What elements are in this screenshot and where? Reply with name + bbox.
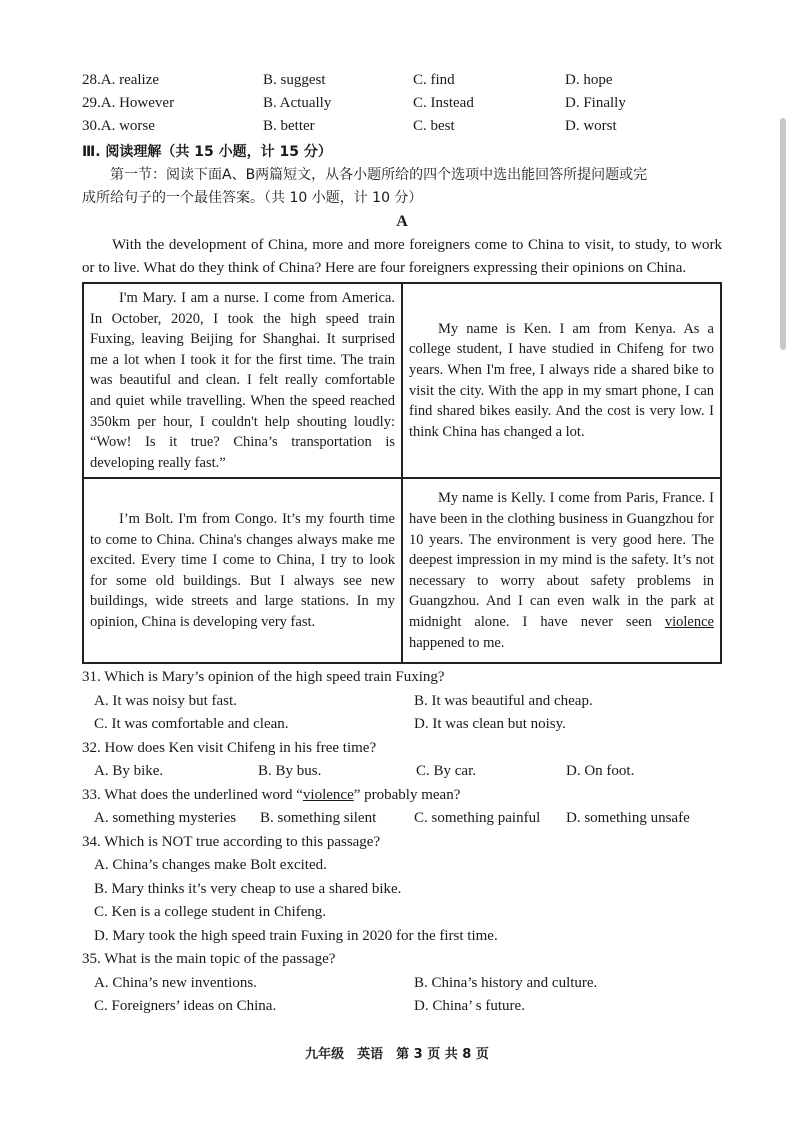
question-stem: 32. How does Ken visit Chifeng in his free time? [82, 739, 377, 756]
option-a-label: A. worse [100, 118, 155, 134]
option-c[interactable]: C. By car. [416, 763, 476, 780]
section-instruction [82, 164, 722, 210]
option-d[interactable]: D. Mary took the high speed train Fuxing in 2020 for the first time. [94, 927, 498, 944]
option-a[interactable] [82, 72, 159, 89]
question-33 [82, 784, 722, 831]
opinion-kelly-end: happened to me. [409, 634, 505, 651]
option-c[interactable]: C. Foreigners’ ideas on China. [94, 998, 277, 1015]
option-b[interactable]: B. Actually [263, 95, 332, 111]
question-stem: 31. Which is Mary’s opinion of the high speed train Fuxing? [82, 669, 445, 686]
question-number: 30. [82, 118, 101, 134]
option-c[interactable]: C. Ken is a college student in Chifeng. [94, 904, 327, 921]
cloze-row [82, 118, 722, 141]
option-c[interactable]: C. Instead [413, 95, 474, 111]
exam-page [82, 72, 722, 1019]
option-c[interactable]: C. It was comfortable and clean. [94, 716, 289, 733]
opinion-kelly-text: My name is Kelly. I come from Paris, France. I have been in the clothing business in Guangzhou for 10 years. The environment is very good here. The deepest impression in my mind is the safety. It’s not necessary to worry about safety problems in Guangzhou. And I can even walk in the park at midnight alone. I have never seen [409, 490, 714, 631]
option-c[interactable]: C. best [413, 118, 455, 134]
instruction-line-1: 第一节：阅读下面A、B两篇短文，从各小题所给的四个选项中选出能回答所提问题或完 [110, 167, 648, 183]
option-b[interactable]: B. suggest [263, 72, 326, 88]
opinion-bolt: I’m Bolt. I'm from Congo. It’s my fourth time to come to China. China's changes always make me excited. Every time I come to China, I try to look for some old buildings. But I always see new buildings, wide streets and large stations. In my opinion, China is developing very fast. [83, 478, 402, 663]
option-d[interactable]: D. something unsafe [566, 810, 690, 827]
option-b[interactable]: B. something silent [260, 810, 377, 827]
opinion-kelly [402, 478, 721, 663]
question-stem: 34. Which is NOT true according to this passage? [82, 833, 381, 850]
option-a[interactable]: A. By bike. [94, 763, 164, 780]
option-a[interactable]: A. China’s new inventions. [94, 974, 257, 991]
option-b[interactable]: B. It was beautiful and cheap. [414, 692, 593, 709]
opinions-table [82, 282, 722, 664]
option-b[interactable]: B. China’s history and culture. [414, 974, 598, 991]
instruction-line-2: 成所给句子的一个最佳答案。（共 10 小题，计 10 分） [82, 190, 423, 206]
option-a-label: A. However [100, 95, 175, 111]
option-a[interactable] [82, 95, 174, 112]
question-32 [82, 737, 722, 784]
question-35 [82, 948, 722, 1019]
option-a[interactable]: A. something mysteries [94, 810, 237, 827]
section-heading: Ⅲ. 阅读理解（共 15 小题，计 15 分） [82, 144, 332, 160]
scrollbar[interactable] [780, 118, 786, 350]
opinion-ken: My name is Ken. I am from Kenya. As a college student, I have studied in Chifeng for two years. When I'm free, I always ride a shared bike to visit the city. With the app in my smart phone, I can find shared bikes easily. And the cost is very low. I think China has changed a lot. [402, 283, 721, 478]
stem-text: 33. What does the underlined word “ [82, 786, 303, 803]
option-d[interactable]: D. It was clean but noisy. [414, 716, 566, 733]
option-d[interactable]: D. On foot. [566, 763, 635, 780]
option-d[interactable]: D. hope [565, 72, 613, 88]
option-b[interactable]: B. By bus. [258, 763, 322, 780]
option-b[interactable]: B. Mary thinks it’s very cheap to use a shared bike. [94, 880, 402, 897]
option-d[interactable]: D. Finally [565, 95, 626, 111]
question-31 [82, 666, 722, 737]
underlined-word: violence [664, 614, 714, 631]
passage-intro: With the development of China, more and more foreigners come to China to visit, to study, to work or to live. What do they think of China? Here are four foreigners expressing their opinions on China. [82, 237, 722, 276]
option-d[interactable]: D. worst [565, 118, 617, 134]
question-number: 28. [82, 72, 101, 88]
page-footer: 九年级 英语 第 3 页 共 8 页 [305, 1047, 489, 1062]
cloze-row [82, 72, 722, 95]
question-stem [82, 784, 722, 808]
option-a[interactable]: A. China’s changes make Bolt excited. [94, 857, 327, 874]
option-c[interactable]: C. find [413, 72, 455, 88]
option-a-label: A. realize [100, 72, 160, 88]
stem-text-end: ” probably mean? [353, 786, 461, 803]
option-c[interactable]: C. something painful [414, 810, 541, 827]
cloze-options [82, 72, 722, 141]
question-stem: 35. What is the main topic of the passage? [82, 951, 336, 968]
cloze-row [82, 95, 722, 118]
option-a[interactable]: A. It was noisy but fast. [94, 692, 237, 709]
opinion-mary: I'm Mary. I am a nurse. I come from America. In October, 2020, I took the high speed train Fuxing, leaving Beijing for Shanghai. It surprised me a lot when I took it for the first time. The train was beautiful and clean. I felt really comfortable and quiet while travelling. When the speed reached 350km per hour, I couldn't help shouting loudly: “Wow! Is it true? China’s transportation is developing really fast.” [83, 283, 402, 478]
question-34 [82, 831, 722, 949]
option-d[interactable]: D. China’ s future. [414, 998, 525, 1015]
passage-letter: A [396, 213, 408, 230]
question-number: 29. [82, 95, 101, 111]
underlined-word: violence [302, 786, 354, 803]
option-b[interactable]: B. better [263, 118, 315, 134]
option-a[interactable] [82, 118, 155, 135]
